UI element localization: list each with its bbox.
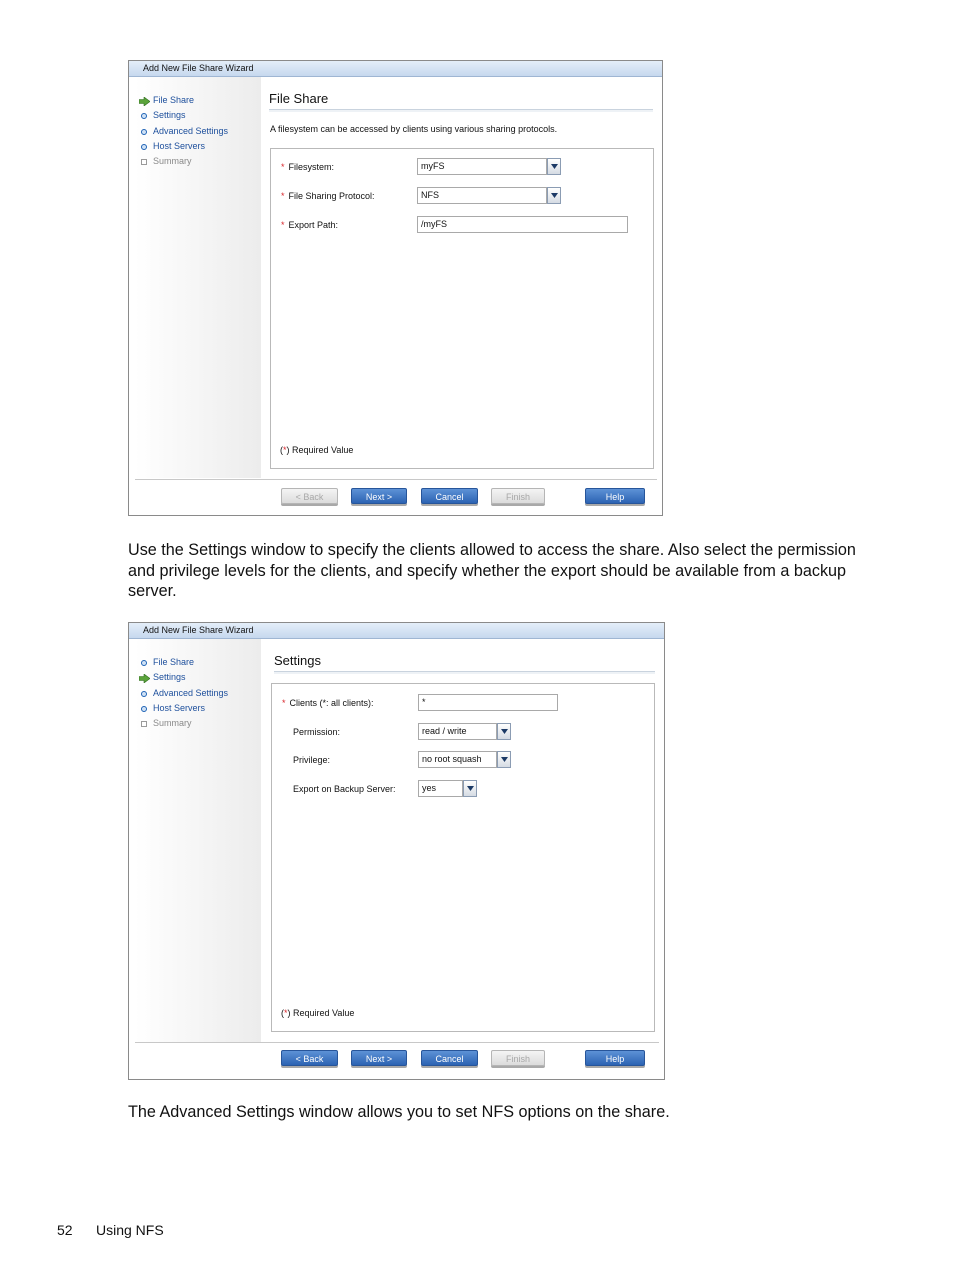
nav-step-settings[interactable] [153, 672, 186, 682]
export-on-backup-server-label: Export on Backup Server: [293, 784, 396, 794]
nav-step-summary [153, 156, 192, 166]
file-sharing-protocol-dropdown-button[interactable] [547, 187, 561, 204]
next-button[interactable]: Next > [351, 1050, 407, 1066]
privilege-dropdown-button[interactable] [497, 751, 511, 768]
export-on-backup-server-dropdown[interactable]: yes [418, 780, 463, 797]
nav-step-advanced-settings[interactable] [153, 126, 228, 136]
filesystem-dropdown-button[interactable] [547, 158, 561, 175]
permission-dropdown[interactable]: read / write [418, 723, 497, 740]
chevron-down-icon [501, 757, 508, 762]
export-on-backup-server-dropdown-button[interactable] [463, 780, 477, 797]
nav-step-label: Summary [153, 156, 192, 166]
clients-input[interactable]: * [418, 694, 558, 711]
form-panel [271, 683, 655, 1032]
required-value-note: (*) Required Value [281, 1008, 355, 1018]
nav-step-host-servers[interactable] [153, 703, 205, 713]
page-title: Settings [274, 653, 655, 672]
clients-label: * Clients (*: all clients): [282, 698, 374, 708]
nav-step-label: Settings [153, 672, 186, 682]
wizard-steps-nav [135, 639, 261, 1042]
permission-label: Permission: [293, 727, 341, 737]
step-dot-icon [139, 690, 149, 698]
back-button[interactable]: < Back [281, 1050, 338, 1066]
finish-button[interactable]: Finish [491, 488, 545, 504]
required-star: * [281, 162, 285, 172]
step-square-icon [139, 720, 149, 728]
nav-step-settings[interactable] [153, 110, 186, 120]
filesystem-dropdown[interactable]: myFS [417, 158, 547, 175]
step-dot-icon [139, 705, 149, 713]
settings-wizard-window [128, 622, 665, 1080]
file-sharing-protocol-dropdown[interactable]: NFS [417, 187, 547, 204]
nav-step-advanced-settings[interactable] [153, 688, 228, 698]
permission-dropdown-button[interactable] [497, 723, 511, 740]
chevron-down-icon [467, 786, 474, 791]
wizard-title: Add New File Share Wizard [129, 61, 662, 77]
nav-step-label: Settings [153, 110, 186, 120]
step-square-icon [139, 158, 149, 166]
nav-step-host-servers[interactable] [153, 141, 205, 151]
footer-divider [135, 1042, 659, 1043]
export-path-label: * Export Path: [281, 220, 339, 230]
back-button[interactable]: < Back [281, 488, 338, 504]
file-share-wizard-window [128, 60, 663, 516]
file-sharing-protocol-label: * File Sharing Protocol: [281, 191, 375, 201]
page-description: A filesystem can be accessed by clients using various sharing protocols. [270, 124, 558, 134]
help-button[interactable]: Help [585, 488, 645, 504]
page-title: File Share [269, 91, 653, 110]
finish-button[interactable]: Finish [491, 1050, 545, 1066]
required-value-note: (*) Required Value [280, 445, 354, 455]
export-path-input[interactable]: /myFS [417, 216, 628, 233]
nav-step-file-share[interactable] [153, 657, 194, 667]
nav-step-label: Host Servers [153, 141, 206, 151]
form-panel [270, 148, 654, 469]
cancel-button[interactable]: Cancel [421, 1050, 478, 1066]
chevron-down-icon [551, 164, 558, 169]
step-dot-icon [139, 143, 149, 151]
nav-step-file-share[interactable] [153, 95, 194, 105]
required-star: * [281, 191, 285, 201]
step-dot-icon [139, 659, 149, 667]
chevron-down-icon [501, 729, 508, 734]
nav-step-label: File Share [153, 657, 195, 667]
required-star: * [282, 698, 286, 708]
help-button[interactable]: Help [585, 1050, 645, 1066]
nav-step-label: Host Servers [153, 703, 206, 713]
running-footer-section: Using NFS [96, 1222, 164, 1238]
nav-step-label: Summary [153, 718, 192, 728]
nav-step-summary [153, 718, 192, 728]
current-step-arrow-icon [139, 674, 149, 682]
next-button[interactable]: Next > [351, 488, 407, 504]
step-dot-icon [139, 112, 149, 120]
cancel-button[interactable]: Cancel [421, 488, 478, 504]
paragraph-advanced-settings-intro: The Advanced Settings window allows you to set NFS options on the share. [128, 1103, 670, 1121]
nav-step-label: Advanced Settings [153, 688, 229, 698]
footer-divider [135, 479, 657, 480]
filesystem-label: * Filesystem: [281, 162, 335, 172]
chevron-down-icon [551, 193, 558, 198]
privilege-label: Privilege: [293, 755, 331, 765]
wizard-steps-nav [135, 77, 261, 478]
privilege-dropdown[interactable]: no root squash [418, 751, 497, 768]
step-dot-icon [139, 128, 149, 136]
nav-step-label: File Share [153, 95, 195, 105]
current-step-arrow-icon [139, 97, 149, 105]
required-star: * [281, 220, 285, 230]
nav-step-label: Advanced Settings [153, 126, 229, 136]
paragraph-settings-intro: Use the Settings window to specify the clients allowed to access the share. Also select the permission and privilege levels for the clients, and specify whether the export should be available from a backup server. [128, 541, 856, 600]
page-number: 52 [57, 1222, 73, 1238]
wizard-title: Add New File Share Wizard [129, 623, 664, 639]
